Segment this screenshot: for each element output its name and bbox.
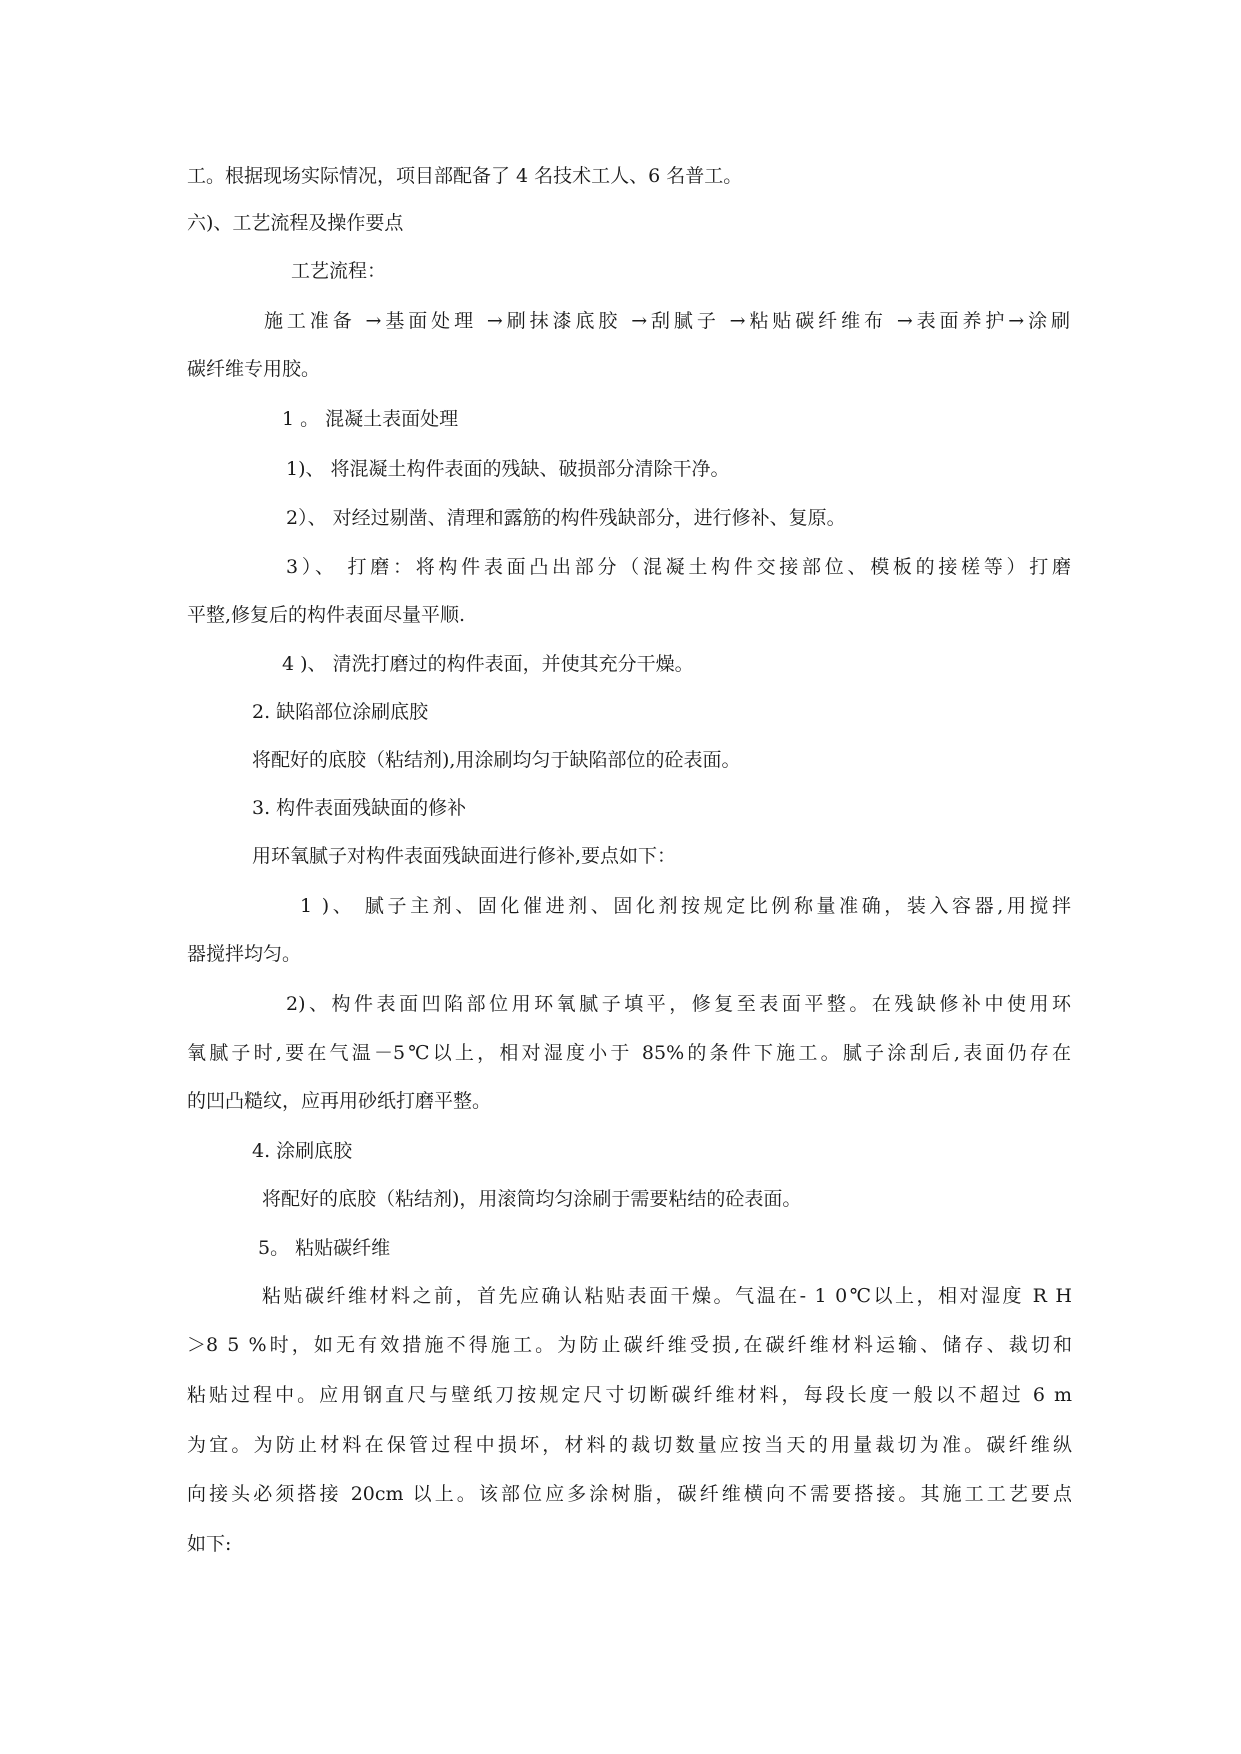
paragraph-line: 碳纤维专用胶。	[187, 358, 321, 380]
paragraph-line: 平整,修复后的构件表面尽量平顺.	[187, 604, 466, 626]
step-heading: 1 。 混凝土表面处理	[282, 408, 459, 430]
list-item: 4 )、 清洗打磨过的构件表面，并使其充分干燥。	[282, 653, 694, 675]
section-heading: 六)、工艺流程及操作要点	[187, 212, 404, 234]
subheading-process-flow: 工艺流程：	[291, 260, 387, 282]
step-heading: 4. 涂刷底胶	[252, 1140, 353, 1162]
step-heading: 3. 构件表面残缺面的修补	[252, 797, 467, 819]
paragraph-line: 的凹凸糙纹，应再用砂纸打磨平整。	[187, 1090, 492, 1112]
paragraph-line: 粘贴过程中。应用钢直尺与壁纸刀按规定尺寸切断碳纤维材料，每段长度一般以不超过 6 m	[187, 1384, 1072, 1406]
paragraph-line: 向接头必须搭接 20cm 以上。该部位应多涂树脂，碳纤维横向不需要搭接。其施工工艺要点	[187, 1483, 1072, 1505]
list-item: 2)、构件表面凹陷部位用环氧腻子填平，修复至表面平整。在残缺修补中使用环	[286, 993, 1071, 1015]
paragraph-line: 将配好的底胶（粘结剂),用涂刷均匀于缺陷部位的砼表面。	[252, 749, 741, 771]
paragraph-line: 将配好的底胶（粘结剂)，用滚筒均匀涂刷于需要粘结的砼表面。	[262, 1188, 802, 1210]
paragraph-line: 如下:	[187, 1533, 232, 1555]
list-item: 1 )、 腻子主剂、固化催进剂、固化剂按规定比例称量准确，装入容器,用搅拌	[300, 895, 1071, 917]
step-heading: 5。 粘贴碳纤维	[258, 1237, 391, 1259]
list-item: 1)、 将混凝土构件表面的残缺、破损部分清除干净。	[286, 458, 730, 480]
paragraph-line: 工。根据现场实际情况，项目部配备了 4 名技术工人、6 名普工。	[187, 165, 743, 187]
paragraph-line: ＞8 5 %时，如无有效措施不得施工。为防止碳纤维受损,在碳纤维材料运输、储存、裁切和	[187, 1334, 1072, 1356]
process-flow-line: 施工准备 →基面处理 →刷抹漆底胶 →刮腻子 →粘贴碳纤维布 →表面养护→涂刷	[264, 310, 1070, 332]
paragraph-line: 为宜。为防止材料在保管过程中损坏，材料的裁切数量应按当天的用量裁切为准。碳纤维纵	[187, 1434, 1072, 1456]
paragraph-line: 粘贴碳纤维材料之前，首先应确认粘贴表面干燥。气温在- 1 0℃以上，相对湿度 R H	[262, 1285, 1072, 1307]
list-item: 3）、 打磨：将构件表面凸出部分（混凝土构件交接部位、模板的接槎等）打磨	[286, 556, 1071, 578]
list-item: 2）、 对经过剔凿、清理和露筋的构件残缺部分，进行修补、复原。	[286, 507, 846, 529]
step-heading: 2. 缺陷部位涂刷底胶	[252, 701, 429, 723]
paragraph-line: 氧腻子时,要在气温－5℃以上，相对湿度小于 85%的条件下施工。腻子涂刮后,表面仍存在	[187, 1042, 1071, 1064]
paragraph-line: 器搅拌均匀。	[187, 943, 302, 965]
paragraph-line: 用环氧腻子对构件表面残缺面进行修补,要点如下：	[252, 845, 677, 867]
